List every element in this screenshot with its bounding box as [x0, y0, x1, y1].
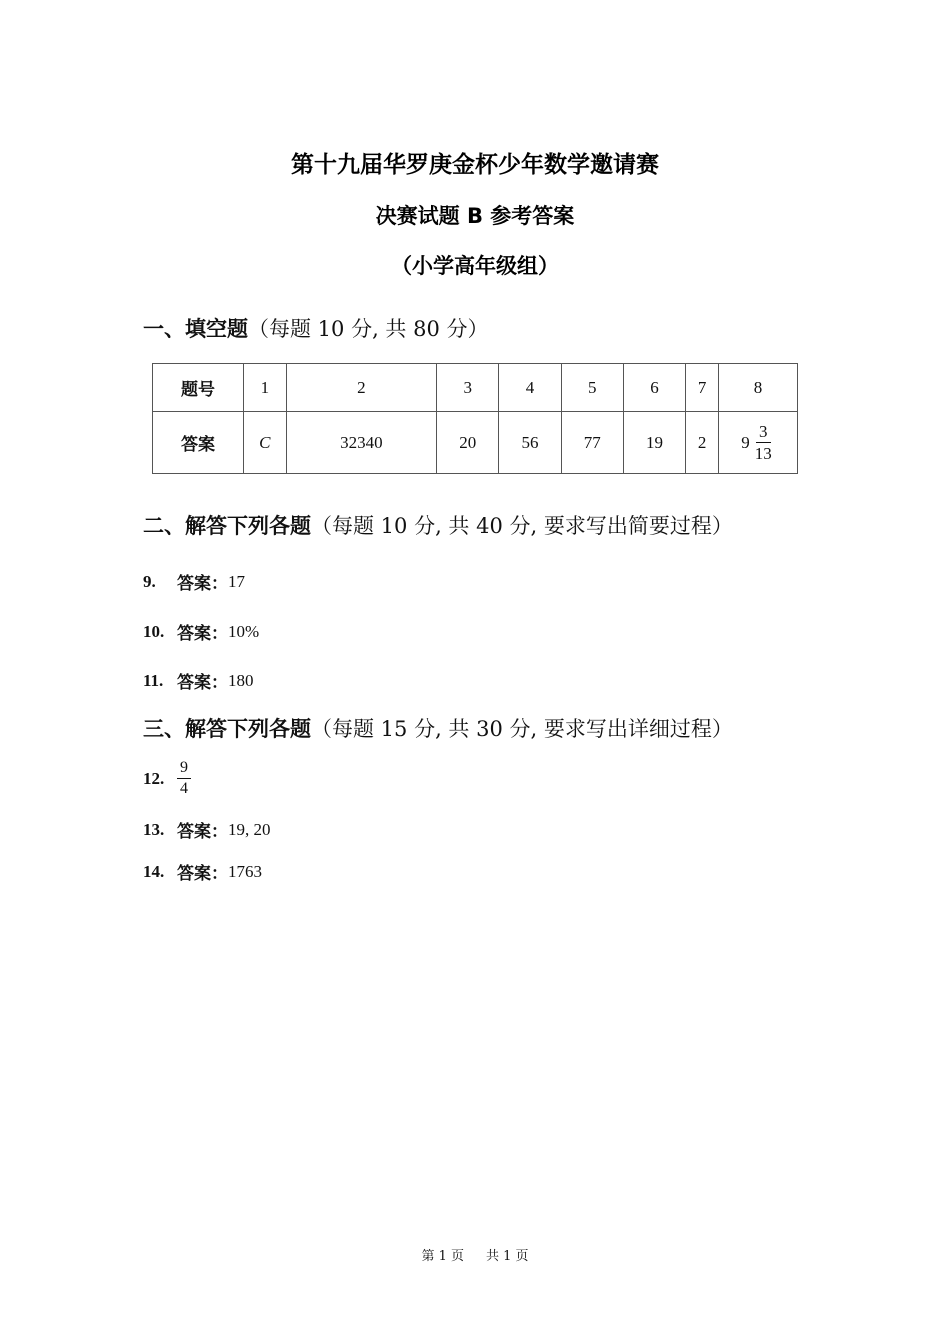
list-item: [143, 569, 245, 594]
section-title: 三、解答下列各题: [143, 717, 311, 741]
answer-cell: 77: [561, 412, 623, 474]
item-value: 10%: [228, 621, 260, 641]
page-subtitle: 决赛试题 B 参考答案: [375, 204, 575, 228]
fraction-numerator: 9: [177, 760, 191, 779]
item-number: 10.: [143, 621, 165, 641]
table-header-label: 题号: [153, 364, 244, 412]
answer-cell: C: [244, 412, 287, 474]
item-label: 答案：: [177, 624, 228, 644]
question-number: 1: [244, 364, 287, 412]
section-detailed-answer-heading: [143, 713, 733, 743]
question-number: 7: [686, 364, 719, 412]
answer-cell: 20: [437, 412, 499, 474]
list-item: [143, 760, 191, 797]
item-value: 1763: [228, 861, 262, 881]
answer-cell: 2: [686, 412, 719, 474]
item-number: 13.: [143, 819, 165, 839]
answer-cell: 56: [499, 412, 561, 474]
list-item: [143, 817, 271, 842]
item-value: 19, 20: [228, 819, 271, 839]
section-note: （每题 10 分, 共 80 分）: [248, 317, 489, 341]
item-label: 答案：: [177, 574, 228, 594]
list-item: [143, 668, 254, 693]
item-value: 180: [228, 670, 254, 690]
fraction: [752, 423, 775, 462]
item-number: 12.: [143, 768, 165, 788]
answer-cell: 19: [623, 412, 685, 474]
item-label: 答案：: [177, 822, 228, 842]
question-number: 3: [437, 364, 499, 412]
question-number: 6: [623, 364, 685, 412]
mixed-whole: 9: [741, 432, 750, 452]
page-footer: [0, 1245, 950, 1264]
item-number: 14.: [143, 861, 165, 881]
section-short-answer-heading: [143, 510, 733, 540]
section-note: （每题 10 分, 共 40 分, 要求写出简要过程）: [311, 514, 733, 538]
list-item: [143, 619, 259, 644]
page-number: 第 1 页: [421, 1249, 464, 1264]
answer-table: [152, 363, 798, 474]
fraction-denominator: 4: [180, 780, 188, 797]
item-number: 9.: [143, 571, 156, 591]
section-fill-in-heading: [143, 313, 489, 343]
table-row-questions: [153, 364, 798, 412]
fraction: [177, 760, 191, 797]
item-number: 11.: [143, 670, 164, 690]
question-number: 5: [561, 364, 623, 412]
fraction-denominator: 13: [754, 444, 772, 463]
table-row-answers: [153, 412, 798, 474]
question-number: 2: [286, 364, 436, 412]
section-title: 二、解答下列各题: [143, 514, 311, 538]
page-total: 共 1 页: [486, 1249, 529, 1264]
fraction-numerator: 3: [756, 423, 771, 443]
question-number: 8: [719, 364, 798, 412]
item-label: 答案：: [177, 673, 228, 693]
question-number: 4: [499, 364, 561, 412]
section-note: （每题 15 分, 共 30 分, 要求写出详细过程）: [311, 717, 733, 741]
section-title: 一、填空题: [143, 317, 248, 341]
group-label: （小学高年级组）: [391, 254, 559, 278]
table-answer-label: 答案: [153, 412, 244, 474]
list-item: [143, 859, 262, 884]
item-label: 答案：: [177, 864, 228, 884]
answer-cell: 32340: [286, 412, 436, 474]
answer-cell-mixed-fraction: [719, 412, 798, 474]
page-title: 第十九届华罗庚金杯少年数学邀请赛: [291, 152, 659, 178]
item-value: 17: [228, 571, 245, 591]
